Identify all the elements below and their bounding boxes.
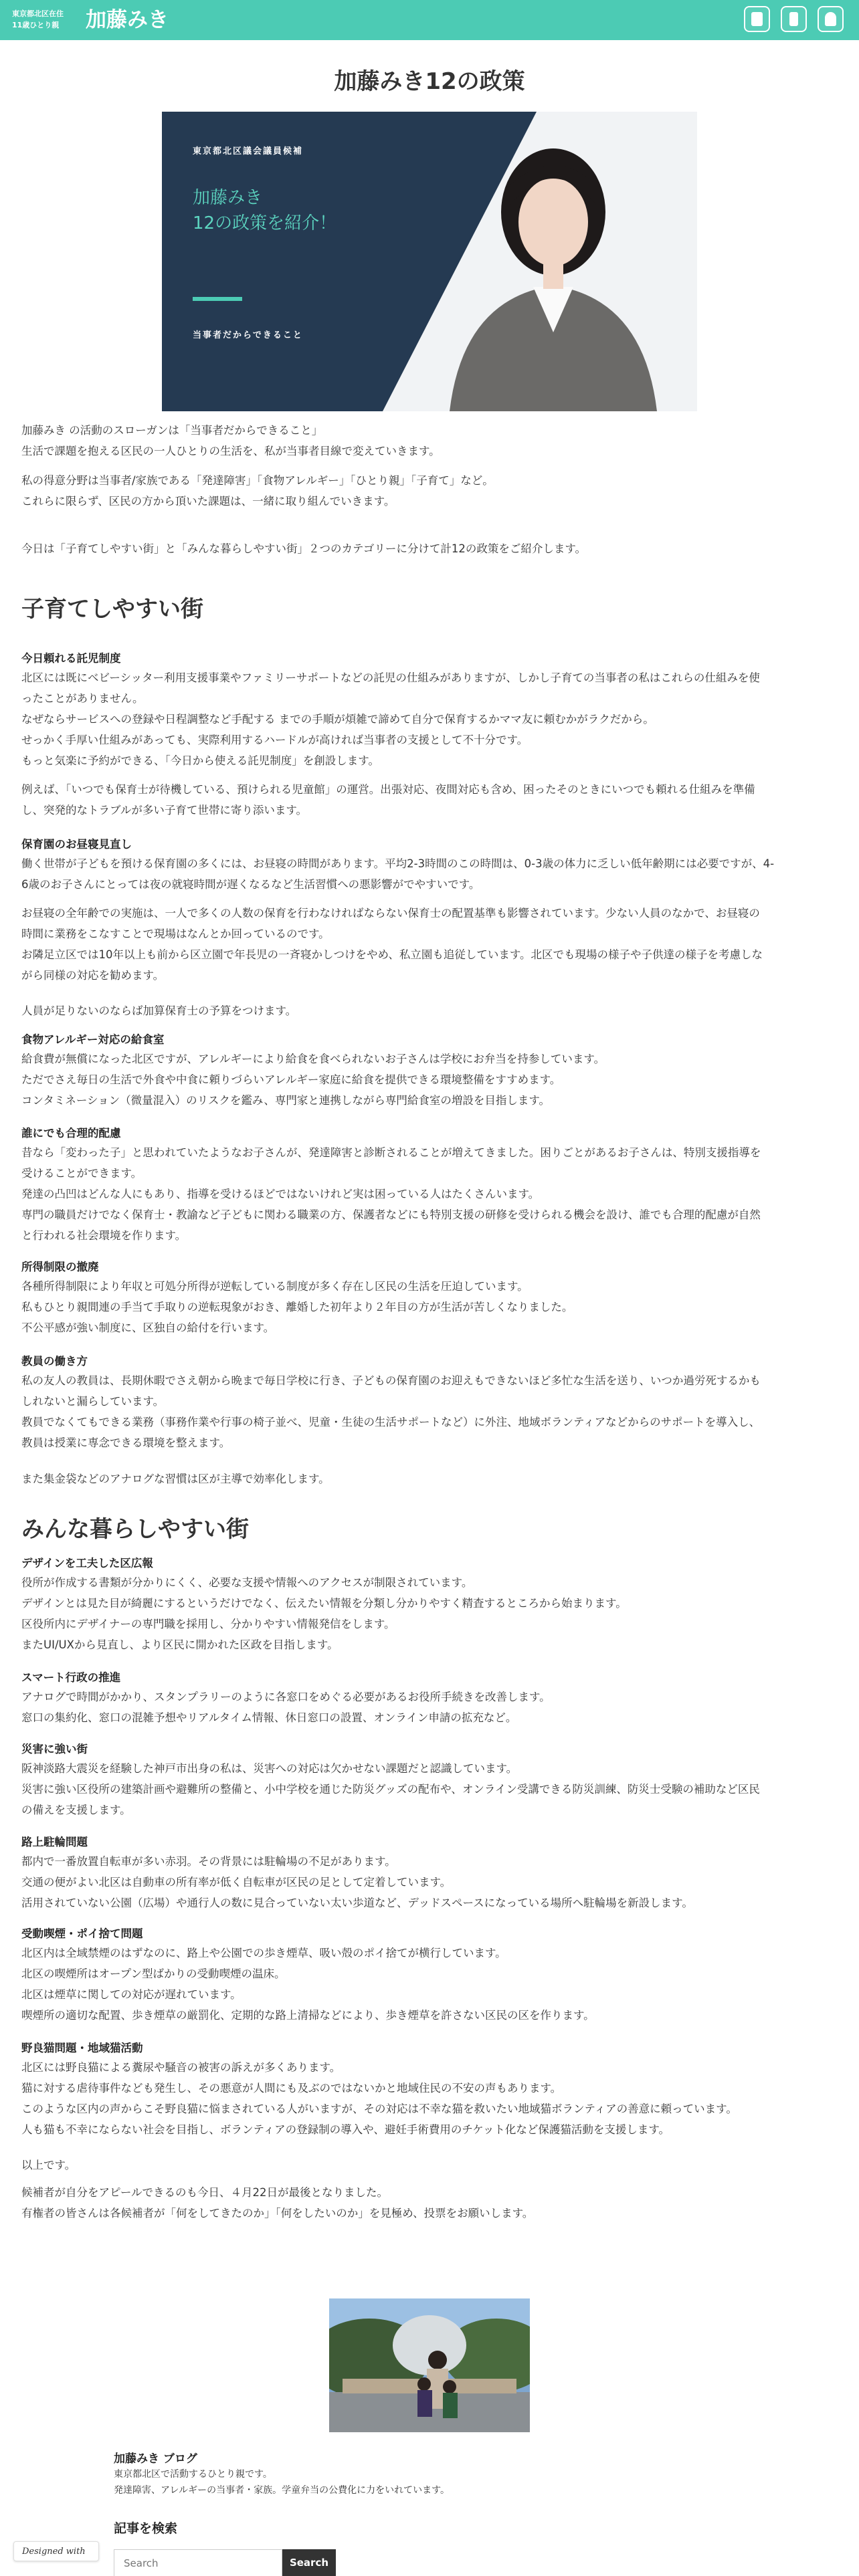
site-header (0, 0, 859, 40)
text-line: 北区は煙草に関しての対応が遅れています。 (21, 1988, 242, 2001)
site-title[interactable]: 加藤みき (86, 8, 169, 32)
policy-text (21, 1687, 838, 1728)
text-line: なぜならサービスへの登録や日程調整など手配する までの手順が煩雑で諦めて自分で保育するかママ友に頼むかがラクだから。 (21, 713, 654, 726)
text-line: しれないと漏らしています。 (21, 1395, 165, 1408)
policy-heading: 保育園のお昼寝見直し (21, 838, 132, 851)
hero-slogan: 当事者だからできること (193, 330, 303, 340)
policy-text (21, 1943, 838, 2026)
text-line: 発達障害、アレルギーの当事者・家族。学童弁当の公費化に力をいれています。 (114, 2485, 450, 2496)
policy-text: 人員が足りないのならば加算保育士の予算をつけます。 (21, 1004, 297, 1017)
policy-text (21, 1142, 838, 1246)
intro-line: 加藤みき の活動のスローガンは「当事者だからできること」 (21, 424, 323, 437)
text-line: 働く世帯が子どもを預ける保育園の多くには、お昼寝の時間があります。平均2-3時間のこの時間は、0-3歳の体力に乏しい低年齢期には必要ですが、4- (21, 857, 775, 870)
search-heading: 記事を検索 (114, 2521, 178, 2536)
text-line: お昼寝の全年齢での実施は、一人で多くの人数の保育を行わなければならない保育士の配置基準も影響されています。少ない人員のなかで、お昼寝の (21, 907, 760, 920)
policy-text (21, 1276, 838, 1338)
policy-heading: デザインを工夫した区広報 (21, 1557, 153, 1570)
policy-heading: 今日頼れる託児制度 (21, 652, 121, 665)
text-line: 昔なら「変わった子」と思われていたようなお子さんが、発達障害と診断されることが増えてきました。困りごとがあるお子さんは、特別支援指導を (21, 1146, 761, 1159)
policy-heading: スマート行政の推進 (21, 1671, 121, 1684)
text-line: このような区内の声からこそ野良猫に悩まされている人がいますが、その対応は不幸な猫を救いたい地域猫ボランティアの善意に頼っています。 (21, 2103, 737, 2115)
profile-photo-illustration (329, 2298, 530, 2432)
policy-text (21, 779, 838, 821)
hero-label: 東京都北区議会議員候補 (193, 146, 304, 156)
policy-heading: 所得制限の撤廃 (21, 1261, 99, 1273)
tagline-line-2: 11歳ひとり親 (12, 21, 60, 29)
note-icon[interactable] (818, 6, 844, 32)
text-line: 発達の凸凹はどんな人にもあり、指導を受けるほどではないけれど実は困っている人はたくさんいます。 (21, 1188, 540, 1200)
text-line: 喫煙所の適切な配置、歩き煙草の厳罰化、定期的な路上清掃などにより、歩き煙草を許さない区民の区を作ります。 (21, 2009, 595, 2022)
hero-illustration (162, 112, 697, 411)
text-line: 北区内は全域禁煙のはずなのに、路上や公園での歩き煙草、吸い殻のポイ捨てが横行しています。 (21, 1947, 506, 1959)
text-line: 私の友人の教員は、長期休暇でさえ朝から晩まで毎日学校に行き、子どもの保育園のお迎えもできないほど多忙な生活を送り、いつか過労死するかも (21, 1374, 761, 1387)
text-line: 窓口の集約化、窓口の混雑予想やリアルタイム情報、休日窓口の設置、オンライン申請の拡充など。 (21, 1711, 517, 1724)
policy-heading: 教員の働き方 (21, 1355, 88, 1368)
intro-paragraph-1 (21, 420, 838, 461)
text-line: 教員でなくてもできる業務（事務作業や行事の椅子並べ、児童・生徒の生活サポートなど）に外注、地域ボランティアなどからのサポートを導入し、 (21, 1416, 761, 1428)
text-line: お隣足立区では10年以上も前から区立園で年長児の一斉寝かしつけをやめ、私立園も追従しています。北区でも現場の様子や子供達の様子を考慮しな (21, 948, 763, 961)
policy-text (21, 903, 838, 986)
policy-heading: 災害に強い街 (21, 1743, 88, 1755)
text-line: またUI/UXから見直し、より区民に開かれた区政を目指します。 (21, 1638, 339, 1651)
policy-heading: 路上駐輪問題 (21, 1836, 88, 1848)
instagram-icon[interactable] (781, 6, 807, 32)
policy-heading: 受動喫煙・ポイ捨て問題 (21, 1927, 143, 1940)
twitter-icon[interactable] (744, 6, 770, 32)
search-input[interactable] (114, 2549, 282, 2576)
text-line: 教員は授業に専念できる環境を整えます。 (21, 1436, 231, 1449)
page-title: 加藤みき12の政策 (334, 68, 525, 95)
hero-headline (193, 185, 337, 236)
text-line: 災害に強い区役所の建築計画や避難所の整備と、小中学校を通じた防災グッズの配布や、オンライン受講できる防災訓練、防災士受験の補助など区民 (21, 1783, 760, 1796)
text-line: 阪神淡路大震災を経験した神戸市出身の私は、災害への対応は欠かせない課題だと認識しています。 (21, 1762, 518, 1775)
intro-line: これらに限らず、区民の方から頂いた課題は、一緒に取り組んでいきます。 (21, 495, 395, 508)
policy-text (21, 2057, 838, 2140)
blog-description (114, 2466, 450, 2498)
text-line: もっと気楽に予約ができる、「今日から使える託児制度」を創設します。 (21, 754, 379, 767)
hero-accent-bar (193, 297, 242, 301)
text-line: の備えを支援します。 (21, 1804, 131, 1816)
text-line: ったことがありません。 (21, 692, 144, 705)
policy-heading: 食物アレルギー対応の給食室 (21, 1033, 165, 1046)
section-heading-livable: みんな暮らしやすい街 (21, 1516, 249, 1543)
text-line: せっかく手厚い仕組みがあっても、実際利用するハードルが高ければ当事者の支援として不十分です。 (21, 734, 529, 746)
text-line: コンタミネーション（微量混入）のリスクを鑑み、専門家と連携しながら専門給食室の増設を目指します。 (21, 1094, 551, 1107)
intro-paragraph-2 (21, 470, 838, 512)
text-line: 都内で一番放置自転車が多い赤羽。その背景には駐輪場の不足があります。 (21, 1855, 396, 1868)
text-line: と行われる社会環境を作ります。 (21, 1229, 187, 1242)
text-line: 専門の職員だけでなく保育士・教諭など子どもに関わる職業の方、保護者などにも特別支援の研修を受けられる機会を設け、誰でも合理的配慮が自然 (21, 1208, 761, 1221)
text-line: 給食費が無償になった北区ですが、アレルギーにより給食を食べられないお子さんは学校にお弁当を持参しています。 (21, 1053, 605, 1065)
text-line: 交通の便がよい北区は自動車の所有率が低く自転車が区民の足として定着しています。 (21, 1876, 452, 1889)
outro-paragraph-1: 以上です。 (21, 2159, 76, 2171)
policy-text (21, 1572, 838, 1655)
text-line: 各種所得制限により年収と可処分所得が逆転している制度が多く存在し区民の生活を圧迫しています。 (21, 1280, 529, 1293)
policy-text (21, 853, 838, 895)
text-line: 北区には既にベビーシッター利用支援事業やファミリーサポートなどの託児の仕組みがありますが、しかし子育ての当事者の私はこれらの仕組みを使 (21, 671, 760, 684)
tagline-line-1: 東京都北区在住 (12, 9, 64, 18)
text-line: 活用されていない公園（広場）や通行人の数に見合っていない太い歩道など、デッドスペースになっている場所へ駐輪場を新設します。 (21, 1897, 693, 1909)
text-line: 私もひとり親間連の手当て手取りの逆転現象がおき、離婚した初年より２年目の方が生活が苦しくなりました。 (21, 1301, 573, 1313)
section-heading-childcare: 子育てしやすい街 (21, 596, 203, 623)
outro-paragraph-2 (21, 2182, 838, 2224)
profile-photo (329, 2298, 530, 2432)
text-line: 北区の喫煙所はオープン型ばかりの受動喫煙の温床。 (21, 1967, 286, 1980)
text-line: 6歳のお子さんにとっては夜の就寝時間が遅くなるなど生活習慣への悪影響がでやすいです。 (21, 878, 480, 891)
policy-text (21, 667, 838, 771)
hero-image (162, 112, 697, 411)
designed-with-badge[interactable]: Designed with (13, 2541, 99, 2561)
text-line: デザインとは見た目が綺麗にするというだけでなく、伝えたい情報を分類し分かりやすく精査するところから始まります。 (21, 1597, 627, 1610)
hero-headline-line-2: 12の政策を紹介！ (193, 213, 337, 233)
text-line: 北区には野良猫による糞尿や騒音の被害の訴えが多くあります。 (21, 2061, 341, 2074)
policy-text (21, 1851, 838, 1913)
text-line: 例えば、「いつでも保育士が待機している、預けられる児童館」の運営。出張対応、夜間対応も含め、困ったそのときにいつでも頼れる仕組みを準備 (21, 783, 755, 796)
site-tagline (12, 8, 64, 31)
text-line: アナログで時間がかかり、スタンプラリーのように各窓口をめぐる必要があるお役所手続きを改善します。 (21, 1691, 551, 1703)
policy-text: また集金袋などのアナログな習慣は区が主導で効率化します。 (21, 1473, 330, 1485)
intro-paragraph-3: 今日は「子育てしやすい街」と「みんな暮らしやすい街」２つのカテゴリーに分けて計12の政策をご紹介します。 (21, 542, 587, 555)
text-line: 区役所内にデザイナーの専門職を採用し、分かりやすい情報発信をします。 (21, 1618, 395, 1630)
policy-heading: 誰にでも合理的配慮 (21, 1127, 121, 1140)
text-line: ただでさえ毎日の生活で外食や中食に頼りづらいアレルギー家庭に給食を提供できる環境整備をすすめます。 (21, 1073, 561, 1086)
text-line: 不公平感が強い制度に、区独自の給付を行います。 (21, 1321, 275, 1334)
policy-text (21, 1758, 838, 1820)
text-line: 候補者が自分をアピールできるのも今日、４月22日が最後となりました。 (21, 2186, 389, 2199)
hero-headline-line-1: 加藤みき (193, 188, 263, 208)
policy-text (21, 1370, 838, 1453)
text-line: 時間に業務をこなすことで現場はなんとか回っているのです。 (21, 928, 330, 940)
text-line: 猫に対する虐待事件なども発生し、その悪意が人間にも及ぶのではないかと地域住民の不安の声もあります。 (21, 2082, 562, 2095)
text-line: し、突発的なトラブルが多い子育て世帯に寄り添います。 (21, 804, 308, 817)
intro-line: 私の得意分野は当事者/家族である「発達障害」「食物アレルギー」「ひとり親」「子育て」など。 (21, 474, 494, 487)
text-line: 有権者の皆さんは各候補者が「何をしてきたのか」「何をしたいのか」を見極め、投票をお願いします。 (21, 2207, 534, 2220)
policy-heading: 野良猫問題・地域猫活動 (21, 2042, 143, 2054)
text-line: 受けることができます。 (21, 1167, 142, 1180)
text-line: 東京都北区で活動するひとり親です。 (114, 2469, 272, 2480)
text-line: がら同様の対応を勧めます。 (21, 969, 165, 982)
text-line: 人も猫も不幸にならない社会を目指し、ボランティアの登録制の導入や、避妊手術費用のチケット化など保護猫活動を支援します。 (21, 2123, 670, 2136)
blog-title[interactable]: 加藤みき ブログ (114, 2452, 197, 2466)
text-line: 役所が作成する書類が分かりにくく、必要な支援や情報へのアクセスが制限されています。 (21, 1576, 473, 1589)
intro-line: 生活で課題を抱える区民の一人ひとりの生活を、私が当事者目線で変えていきます。 (21, 445, 440, 457)
policy-text (21, 1049, 838, 1111)
search-button[interactable]: Search (282, 2549, 336, 2576)
